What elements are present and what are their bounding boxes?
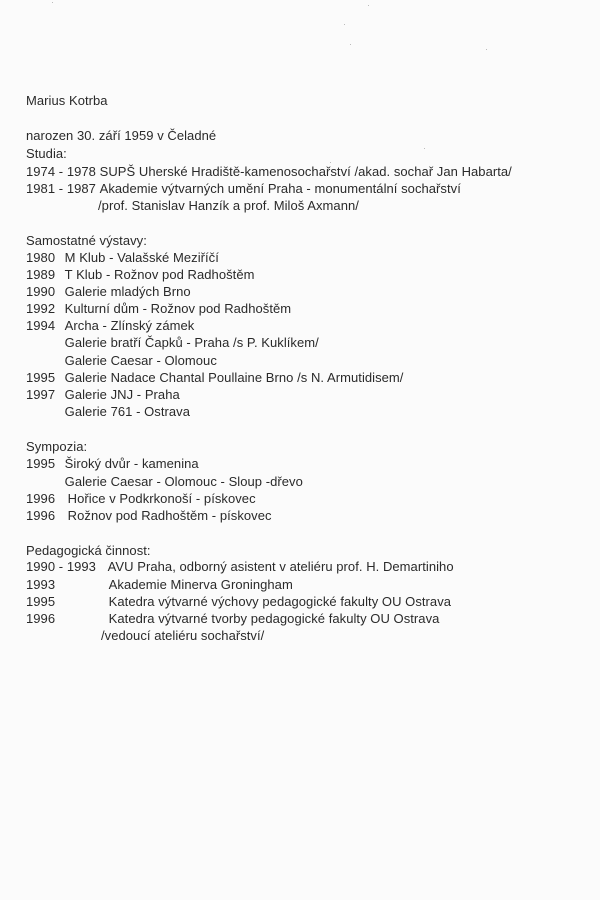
exhibition-text: Kulturní dům - Rožnov pod Radhoštěm	[64, 301, 292, 316]
teaching-years: 1996	[26, 611, 56, 626]
studies-text: /prof. Stanislav Hanzík a prof. Miloš Axmann/	[98, 198, 359, 213]
teaching-years: 1990 - 1993	[26, 559, 96, 574]
teaching-text: Katedra výtvarné tvorby pedagogické fakulty OU Ostrava	[108, 611, 440, 626]
studies-text: SUPŠ Uherské Hradiště-kamenosochařství /akad. sochař Jan Habarta/	[99, 164, 512, 179]
exhibition-item	[26, 403, 190, 420]
teaching-text: Katedra výtvarné výchovy pedagogické fakulty OU Ostrava	[108, 594, 452, 609]
symposium-year: 1996	[26, 508, 56, 523]
teaching-item	[101, 627, 264, 644]
scan-speck	[52, 2, 53, 3]
teaching-item	[26, 576, 293, 593]
symposium-text: Hořice v Podkrkonoší - pískovec	[67, 491, 256, 506]
scan-speck	[486, 49, 487, 50]
teaching-item	[26, 610, 439, 627]
exhibition-year: 1989	[26, 267, 56, 282]
teaching-item	[26, 558, 454, 575]
symposium-year: 1995	[26, 456, 56, 471]
exhibition-item	[26, 334, 319, 351]
exhibition-text: Galerie 761 - Ostrava	[64, 404, 190, 419]
exhibition-item	[26, 283, 191, 300]
studies-heading: Studia:	[26, 146, 67, 161]
exhibition-item	[26, 266, 254, 283]
teaching-item	[26, 593, 451, 610]
scan-speck	[368, 5, 369, 6]
symposium-item	[26, 507, 272, 524]
studies-item	[26, 180, 461, 197]
teaching-text: AVU Praha, odborný asistent v ateliéru prof. H. Demartiniho	[107, 559, 454, 574]
exhibition-item	[26, 386, 180, 403]
exhibition-text: Galerie bratří Čapků - Praha /s P. Kuklíkem/	[64, 335, 319, 350]
symposium-text: Široký dvůr - kamenina	[64, 456, 199, 471]
symposium-item	[26, 473, 303, 490]
exhibition-item	[26, 249, 219, 266]
exhibition-year: 1995	[26, 370, 56, 385]
studies-item	[98, 197, 359, 214]
exhibition-year: 1980	[26, 250, 56, 265]
teaching-text: /vedoucí ateliéru sochařství/	[101, 628, 265, 643]
symposium-text: Galerie Caesar - Olomouc - Sloup -dřevo	[64, 474, 303, 489]
teaching-heading: Pedagogická činnost:	[26, 543, 151, 558]
exhibition-text: T Klub - Rožnov pod Radhoštěm	[64, 267, 255, 282]
scan-speck	[424, 148, 425, 149]
symposium-year: 1996	[26, 491, 56, 506]
exhibition-item	[26, 369, 403, 386]
exhibition-year: 1992	[26, 301, 56, 316]
solo-exhibitions-heading: Samostatné výstavy:	[26, 233, 147, 248]
teaching-text: Akademie Minerva Groningham	[108, 577, 293, 592]
exhibition-text: Galerie JNJ - Praha	[64, 387, 180, 402]
exhibition-item	[26, 352, 217, 369]
symposia-heading: Sympozia:	[26, 439, 88, 454]
studies-years: 1981 - 1987	[26, 181, 96, 196]
exhibition-year: 1990	[26, 284, 56, 299]
birth-info: narozen 30. září 1959 v Čeladné	[26, 128, 217, 143]
author-name: Marius Kotrba	[26, 93, 108, 108]
exhibition-year: 1997	[26, 387, 56, 402]
exhibition-text: Galerie Caesar - Olomouc	[64, 353, 217, 368]
exhibition-text: Galerie Nadace Chantal Poullaine Brno /s N. Armutidisem/	[64, 370, 404, 385]
scan-speck	[344, 24, 345, 25]
symposium-item	[26, 490, 256, 507]
studies-item	[26, 163, 512, 180]
exhibition-item	[26, 317, 194, 334]
exhibition-text: M Klub - Valašské Meziříčí	[64, 250, 219, 265]
exhibition-item	[26, 300, 291, 317]
teaching-years: 1995	[26, 594, 56, 609]
studies-text: Akademie výtvarných umění Praha - monumentální sochařství	[99, 181, 461, 196]
scan-speck	[350, 44, 351, 45]
exhibition-text: Galerie mladých Brno	[64, 284, 191, 299]
symposium-item	[26, 455, 199, 472]
studies-years: 1974 - 1978	[26, 164, 96, 179]
exhibition-year: 1994	[26, 318, 56, 333]
exhibition-text: Archa - Zlínský zámek	[64, 318, 195, 333]
teaching-years: 1993	[26, 577, 56, 592]
symposium-text: Rožnov pod Radhoštěm - pískovec	[67, 508, 272, 523]
